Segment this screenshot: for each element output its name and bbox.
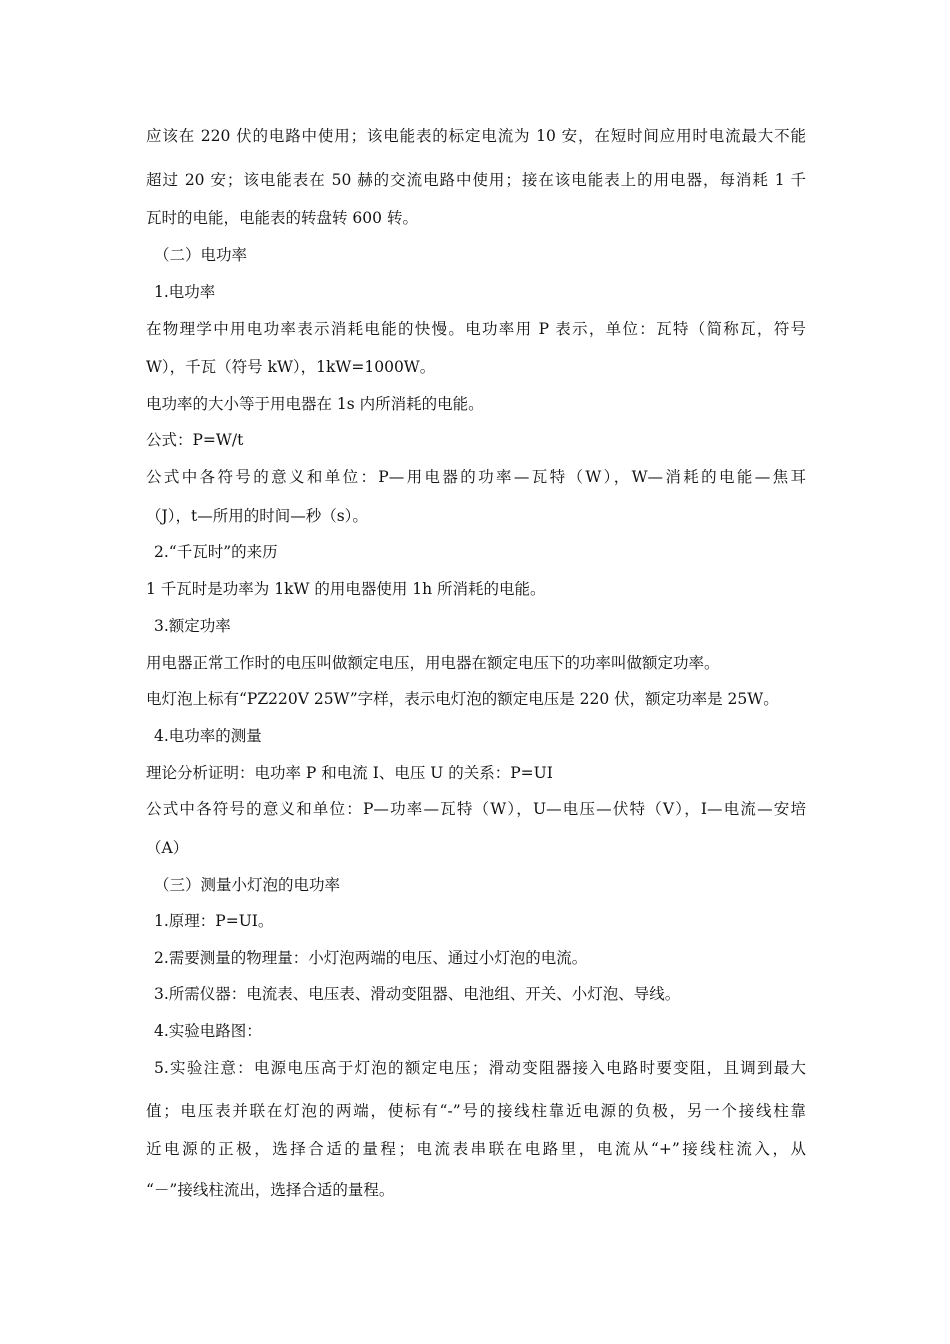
text-line: 在物理学中用电功率表示消耗电能的快慢。电功率用 P 表示，单位：瓦特（简称瓦，符号 bbox=[146, 320, 806, 338]
sub-heading: 2.“千瓦时”的来历 bbox=[154, 543, 278, 561]
text-line: 电功率的大小等于用电器在 1s 内所消耗的电能。 bbox=[146, 395, 484, 413]
list-item: 4.实验电路图： bbox=[154, 1022, 262, 1040]
text-line: 公式中各符号的意义和单位：P—功率—瓦特（W），U—电压—伏特（V），I—电流—安培 bbox=[146, 800, 806, 818]
list-item: 2.需要测量的物理量：小灯泡两端的电压、通过小灯泡的电流。 bbox=[154, 949, 588, 967]
text-line: 用电器正常工作时的电压叫做额定电压，用电器在额定电压下的功率叫做额定功率。 bbox=[146, 654, 720, 672]
text-line: 值；电压表并联在灯泡的两端，使标有“-”号的接线柱靠近电源的负极，另一个接线柱靠 bbox=[146, 1102, 806, 1120]
text-line: “－”接线柱流出，选择合适的量程。 bbox=[146, 1181, 395, 1199]
list-item: 1.原理：P=UI。 bbox=[154, 912, 274, 930]
text-line: 瓦时的电能，电能表的转盘转 600 转。 bbox=[146, 209, 418, 227]
sub-heading: 1.电功率 bbox=[154, 283, 216, 301]
text-line: 超过 20 安；该电能表在 50 赫的交流电路中使用；接在该电能表上的用电器，每消耗 1 千 bbox=[146, 171, 806, 189]
text-line: 近电源的正极，选择合适的量程；电流表串联在电路里，电流从“+”接线柱流入，从 bbox=[146, 1140, 806, 1158]
text-line: 应该在 220 伏的电路中使用；该电能表的标定电流为 10 安，在短时间应用时电流最大不能 bbox=[146, 127, 806, 145]
sub-heading: 4.电功率的测量 bbox=[154, 727, 262, 745]
text-line: （J），t—所用的时间—秒（s）。 bbox=[146, 507, 368, 525]
list-item: 5.实验注意：电源电压高于灯泡的额定电压；滑动变阻器接入电路时要变阻，且调到最大 bbox=[154, 1059, 806, 1077]
text-line: 电灯泡上标有“PZ220V 25W”字样，表示电灯泡的额定电压是 220 伏，额定功率是 25W。 bbox=[146, 690, 779, 708]
sub-heading: 3.额定功率 bbox=[154, 617, 231, 635]
section-heading: （二）电功率 bbox=[154, 246, 248, 264]
text-line: 公式中各符号的意义和单位：P—用电器的功率—瓦特（W），W—消耗的电能—焦耳 bbox=[146, 468, 806, 486]
text-line: 理论分析证明：电功率 P 和电流 I、电压 U 的关系：P=UI bbox=[146, 764, 553, 782]
text-line: （A） bbox=[146, 839, 189, 857]
list-item: 3.所需仪器：电流表、电压表、滑动变阻器、电池组、开关、小灯泡、导线。 bbox=[154, 985, 681, 1003]
formula-line: 公式：P=W/t bbox=[146, 431, 244, 449]
text-line: 1 千瓦时是功率为 1kW 的用电器使用 1h 所消耗的电能。 bbox=[146, 580, 546, 598]
text-line: W），千瓦（符号 kW），1kW=1000W。 bbox=[146, 358, 436, 376]
section-heading: （三）测量小灯泡的电功率 bbox=[154, 876, 341, 894]
